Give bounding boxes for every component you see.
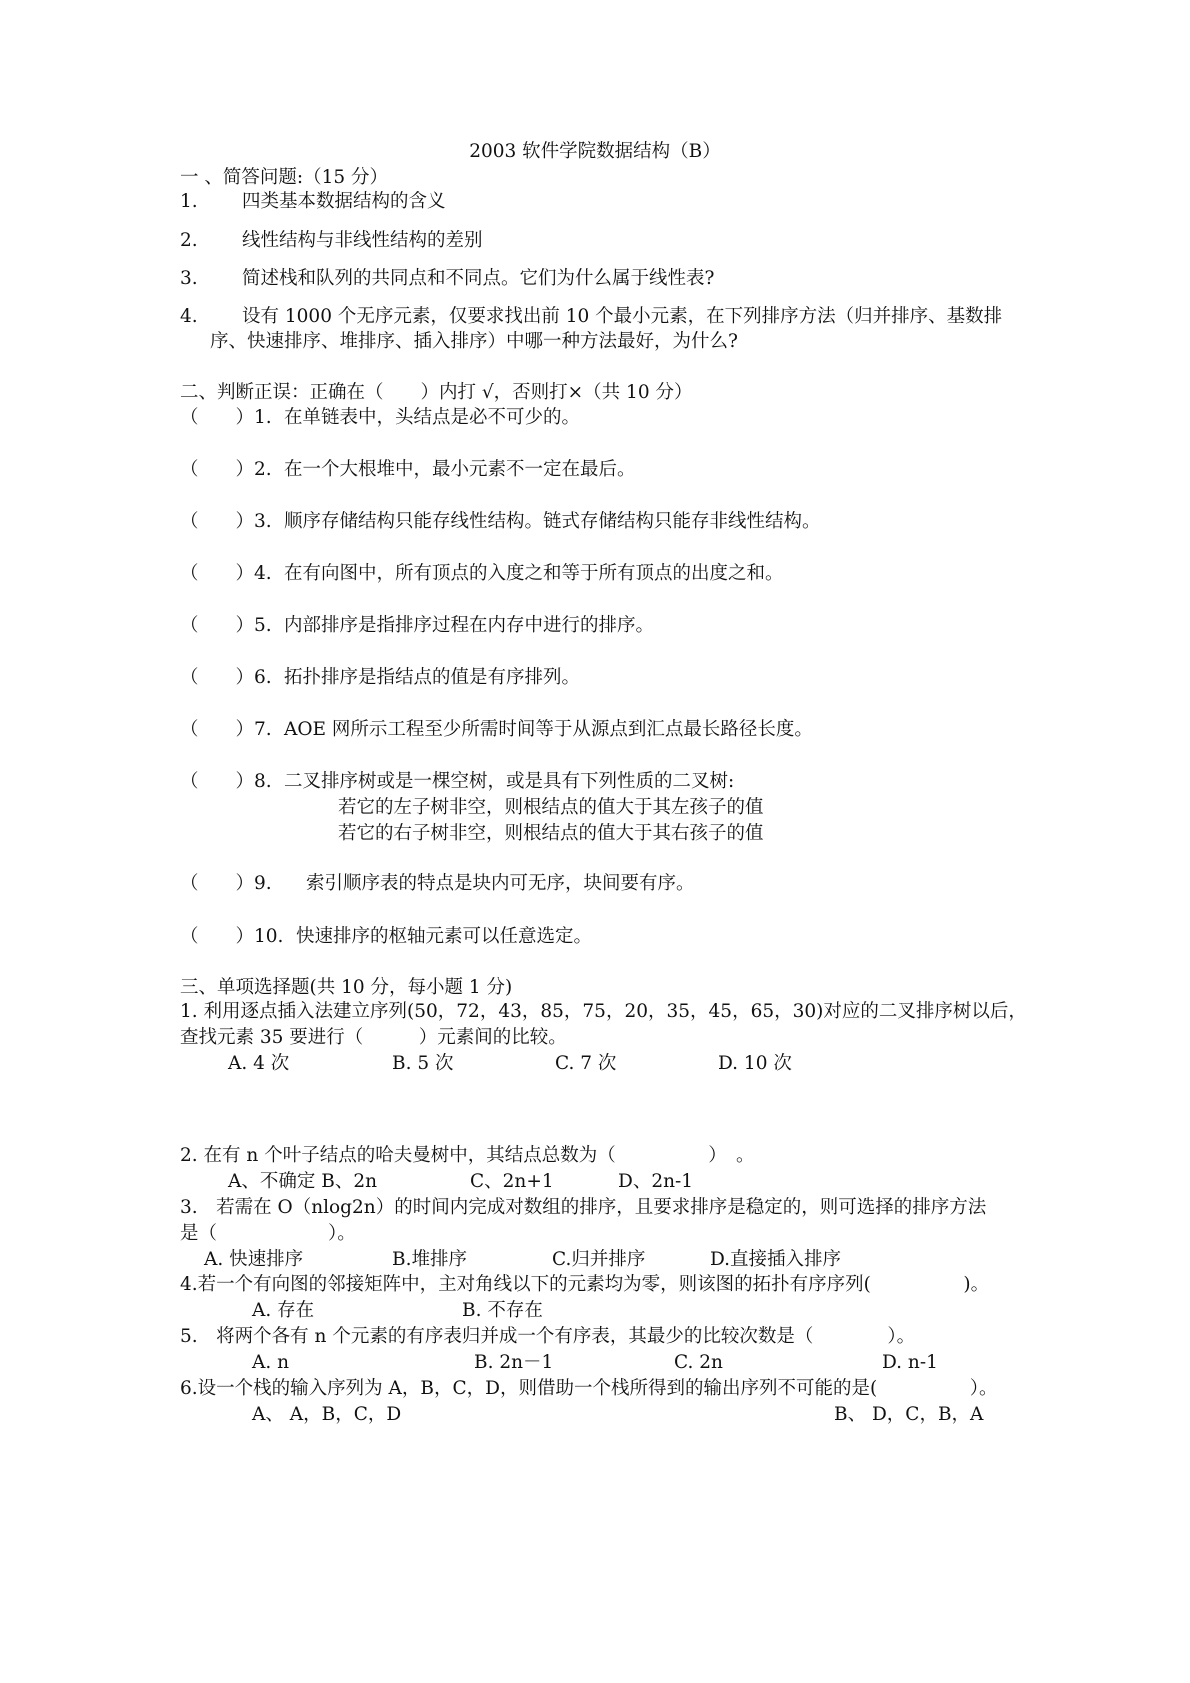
choice-q6-line1: 6.设一个栈的输入序列为 A，B，C，D，则借助一个栈所得到的输出序列不可能的是( ）。 [180, 1378, 998, 1399]
judge-item-2-text: 在一个大根堆中，最小元素不一定在最后。 [284, 459, 636, 480]
choice-q3-line2: 是（ ）。 [180, 1223, 356, 1244]
section1-item-4-cont: 序、快速排序、堆排序、插入排序）中哪一种方法最好，为什么? [210, 331, 738, 352]
section3-heading: 三、单项选择题(共 10 分，每小题 1 分) [180, 977, 513, 998]
judge-item-10-text: 快速排序的枢轴元素可以任意选定。 [296, 926, 593, 947]
judge-item-4-prefix: （ ）4. [180, 563, 272, 584]
judge-item-8-sub1: 若它的左子树非空，则根结点的值大于其左孩子的值 [338, 797, 764, 818]
choice-q2-line1: 2. 在有 n 个叶子结点的哈夫曼树中，其结点总数为（ ） 。 [180, 1145, 755, 1166]
judge-item-7-text: AOE 网所示工程至少所需时间等于从源点到汇点最长路径长度。 [284, 719, 813, 740]
choice-q3-option-a: A. 快速排序 [204, 1249, 304, 1270]
judge-item-6-text: 拓扑排序是指结点的值是有序排列。 [284, 667, 581, 688]
section1-item-1-num: 1. [180, 191, 198, 212]
choice-q1-line1: 1. 利用逐点插入法建立序列(50，72，43，85，75，20，35，45，65，30)对应的二叉排序树以后， [180, 1001, 1027, 1022]
choice-q1-option-b: B. 5 次 [392, 1053, 454, 1074]
choice-q1-option-a: A. 4 次 [228, 1053, 290, 1074]
judge-item-9-prefix: （ ）9. [180, 873, 272, 894]
section1-item-3-text: 简述栈和队列的共同点和不同点。它们为什么属于线性表? [242, 268, 715, 289]
choice-q1-option-d: D. 10 次 [718, 1053, 792, 1074]
choice-q1-line2: 查找元素 35 要进行（ ）元素间的比较。 [180, 1027, 567, 1048]
choice-q4-line1: 4.若一个有向图的邻接矩阵中，主对角线以下的元素均为零，则该图的拓扑有序序列( )。 [180, 1274, 990, 1295]
judge-item-9-text: 索引顺序表的特点是块内可无序，块间要有序。 [306, 873, 695, 894]
judge-item-3-text: 顺序存储结构只能存线性结构。链式存储结构只能存非线性结构。 [284, 511, 821, 532]
judge-item-3-prefix: （ ）3. [180, 511, 272, 532]
section1-item-2-text: 线性结构与非线性结构的差别 [242, 230, 483, 251]
choice-q5-line1: 5. 将两个各有 n 个元素的有序表归并成一个有序表，其最少的比较次数是（ ）。 [180, 1326, 916, 1347]
judge-item-1-text: 在单链表中，头结点是必不可少的。 [284, 407, 581, 428]
choice-q3-option-c: C.归并排序 [552, 1249, 646, 1270]
section2-heading: 二、判断正误：正确在（ ）内打 √，否则打×（共 10 分） [180, 382, 693, 403]
judge-item-8-prefix: （ ）8. [180, 771, 272, 792]
judge-item-8-sub2: 若它的右子树非空，则根结点的值大于其右孩子的值 [338, 823, 764, 844]
choice-q3-line1: 3. 若需在 O（nlog2n）的时间内完成对数组的排序，且要求排序是稳定的，则可选择的排序方法 [180, 1197, 987, 1218]
judge-item-7-prefix: （ ）7. [180, 719, 272, 740]
section1-item-4-text: 设有 1000 个无序元素，仅要求找出前 10 个最小元素，在下列排序方法（归并排序、基数排 [242, 306, 1003, 327]
judge-item-5-text: 内部排序是指排序过程在内存中进行的排序。 [284, 615, 655, 636]
choice-q5-option-c: C. 2n [674, 1352, 723, 1373]
choice-q6-option-a: A、 A，B，C，D [252, 1404, 402, 1425]
section1-item-1-text: 四类基本数据结构的含义 [242, 191, 446, 212]
choice-q2-option-ab: A、不确定 B、2n [228, 1171, 378, 1192]
choice-q5-option-b: B. 2n－1 [474, 1352, 554, 1373]
judge-item-10-prefix: （ ）10. [180, 926, 284, 947]
choice-q3-option-d: D.直接插入排序 [710, 1249, 842, 1270]
judge-item-2-prefix: （ ）2. [180, 459, 272, 480]
page-title: 2003 软件学院数据结构（B） [469, 141, 721, 162]
choice-q1-option-c: C. 7 次 [555, 1053, 617, 1074]
choice-q2-option-d: D、2n-1 [618, 1171, 694, 1192]
section1-item-2-num: 2. [180, 230, 198, 251]
judge-item-1-prefix: （ ）1. [180, 407, 272, 428]
choice-q5-option-d: D. n-1 [882, 1352, 938, 1373]
choice-q5-option-a: A. n [252, 1352, 290, 1373]
judge-item-8-text: 二叉排序树或是一棵空树，或是具有下列性质的二叉树: [284, 771, 735, 792]
choice-q2-option-c: C、2n+1 [470, 1171, 554, 1192]
choice-q3-option-b: B.堆排序 [392, 1249, 467, 1270]
judge-item-4-text: 在有向图中，所有顶点的入度之和等于所有顶点的出度之和。 [284, 563, 784, 584]
judge-item-6-prefix: （ ）6. [180, 667, 272, 688]
section1-item-4-num: 4. [180, 306, 198, 327]
choice-q4-option-b: B. 不存在 [462, 1300, 543, 1321]
section1-item-3-num: 3. [180, 268, 198, 289]
choice-q6-option-b: B、 D，C，B，A [834, 1404, 984, 1425]
section1-heading: 一 、简答问题:（15 分） [180, 167, 389, 188]
choice-q4-option-a: A. 存在 [252, 1300, 315, 1321]
judge-item-5-prefix: （ ）5. [180, 615, 272, 636]
